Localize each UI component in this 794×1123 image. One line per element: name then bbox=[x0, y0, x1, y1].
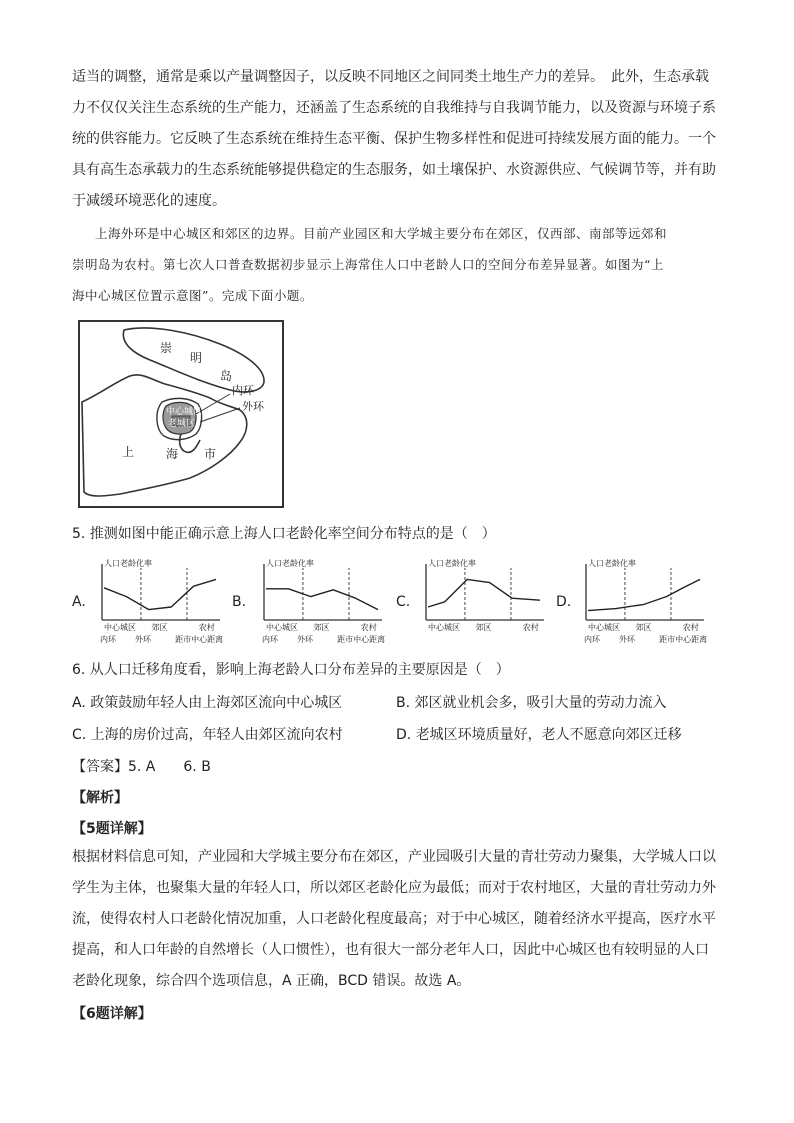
option-a-letter[interactable]: A. bbox=[72, 594, 86, 610]
y-axis-label: 人口老龄化率 bbox=[104, 559, 152, 568]
question-6-choice-d[interactable]: D. 老城区环境质量好，老人不愿意向郊区迁移 bbox=[396, 727, 682, 743]
intro-line: 具有高生态承载力的生态系统能够提供稳定的生态服务，如土壤保护、水资源供应、气候调节等，并有助 bbox=[72, 162, 716, 178]
bottom-axis-label: 内环 bbox=[100, 635, 116, 644]
y-axis-label: 人口老龄化率 bbox=[266, 559, 314, 568]
bottom-axis-label: 外环 bbox=[619, 635, 636, 644]
bottom-axis-label: 内环 bbox=[262, 635, 278, 644]
zone-label: 郊区 bbox=[635, 623, 652, 632]
material-line: 崇明岛为农村。第七次人口普查数据初步显示上海常住人口中老龄人口的空间分布差异显著。如图为“上 bbox=[72, 257, 664, 272]
bottom-axis-label: 距市中心距离 bbox=[659, 635, 708, 644]
intro-line: 统的供容能力。它反映了生态系统在维持生态平衡、保护生物多样性和促进可持续发展方面的能力。一个 bbox=[72, 131, 716, 147]
city-char-1: 上 bbox=[122, 445, 135, 459]
question-5-stem: 5. 推测如图中能正确示意上海人口老龄化率空间分布特点的是（ ） bbox=[72, 526, 496, 542]
zone-label: 农村 bbox=[360, 623, 377, 632]
q5-detail-label: 【5题详解】 bbox=[72, 821, 152, 837]
zone-label: 农村 bbox=[522, 623, 539, 632]
answer-text: 5. A 6. B bbox=[128, 759, 211, 775]
q5-detail-line: 提高，和人口年龄的自然增长（人口惯性），也有很大一部分老年人口，因此中心城区也有较明显的人口 bbox=[72, 942, 709, 958]
option-a-chart[interactable] bbox=[88, 556, 226, 648]
question-6-choice-b[interactable]: B. 郊区就业机会多，吸引大量的劳动力流入 bbox=[396, 695, 667, 711]
aging-rate-curve bbox=[588, 579, 700, 610]
island-char-2: 明 bbox=[190, 351, 203, 365]
answer-label: 【答案】 bbox=[72, 759, 128, 775]
option-b-chart[interactable] bbox=[250, 556, 388, 648]
q5-detail-line: 流，使得农村人口老龄化情况加重，人口老龄化程度最高；对于中心城区，随着经济水平提高，医疗水平 bbox=[72, 911, 716, 927]
zone-label: 中心城区 bbox=[428, 623, 460, 632]
shanghai-map-svg bbox=[80, 322, 282, 506]
zone-label: 中心城区 bbox=[588, 623, 620, 632]
inner-ring-label: 内环 bbox=[232, 384, 254, 397]
central-urban-label: 中心城区 bbox=[166, 407, 203, 417]
material-line: 海中心城区位置示意图”。完成下面小题。 bbox=[72, 288, 313, 303]
option-c-letter[interactable]: C. bbox=[396, 594, 411, 610]
material-line: 上海外环是中心城区和郊区的边界。目前产业园区和大学城主要分布在郊区，仅西部、南部等远郊和 bbox=[95, 226, 668, 241]
island-char-3: 岛 bbox=[220, 369, 233, 383]
zone-label: 郊区 bbox=[151, 623, 168, 632]
city-char-3: 市 bbox=[204, 447, 217, 461]
question-6-choice-c[interactable]: C. 上海的房价过高，年轻人由郊区流向农村 bbox=[72, 727, 343, 743]
aging-rate-curve bbox=[428, 579, 540, 607]
bottom-axis-label: 外环 bbox=[135, 635, 152, 644]
answer-line bbox=[72, 756, 211, 776]
zone-label: 中心城区 bbox=[104, 623, 136, 632]
zone-label: 农村 bbox=[198, 623, 215, 632]
y-axis-label: 人口老龄化率 bbox=[588, 559, 636, 568]
zone-label: 中心城区 bbox=[266, 623, 298, 632]
old-city-label: 老城区 bbox=[168, 419, 196, 429]
option-d-letter[interactable]: D. bbox=[556, 594, 572, 610]
zone-label: 郊区 bbox=[475, 623, 492, 632]
q5-detail-line: 根据材料信息可知，产业园和大学城主要分布在郊区，产业园吸引大量的青壮劳动力聚集，大学城人口以 bbox=[72, 849, 716, 865]
bottom-axis-label: 距市中心距离 bbox=[175, 635, 224, 644]
question-6-choice-a[interactable]: A. 政策鼓励年轻人由上海郊区流向中心城区 bbox=[72, 695, 343, 711]
shanghai-map-figure bbox=[78, 320, 284, 508]
intro-line: 于减缓环境恶化的速度。 bbox=[72, 193, 226, 209]
intro-line: 适当的调整，通常是乘以产量调整因子，以反映不同地区之间同类土地生产力的差异。 此外，生态承载 bbox=[72, 69, 709, 85]
city-char-2: 海 bbox=[166, 447, 179, 461]
bottom-axis-label: 外环 bbox=[297, 635, 314, 644]
option-b-letter[interactable]: B. bbox=[232, 594, 247, 610]
analysis-label: 【解析】 bbox=[72, 790, 128, 806]
q5-detail-line: 学生为主体，也聚集大量的年轻人口，所以郊区老龄化应为最低；而对于农村地区，大量的青壮劳动力外 bbox=[72, 880, 716, 896]
q5-detail-line: 老龄化现象，综合四个选项信息，A 正确，BCD 错误。故选 A。 bbox=[72, 973, 471, 989]
aging-rate-curve bbox=[104, 579, 216, 609]
intro-line: 力不仅仅关注生态系统的生产能力，还涵盖了生态系统的自我维持与自我调节能力，以及资源与环境子系 bbox=[72, 100, 716, 116]
island-char-1: 崇 bbox=[160, 341, 173, 355]
aging-rate-curve bbox=[266, 589, 378, 610]
outer-ring-label: 外环 bbox=[242, 400, 264, 413]
zone-label: 郊区 bbox=[313, 623, 330, 632]
q6-detail-label: 【6题详解】 bbox=[72, 1006, 152, 1022]
bottom-axis-label: 内环 bbox=[584, 635, 600, 644]
zone-label: 农村 bbox=[682, 623, 699, 632]
option-d-chart[interactable] bbox=[572, 556, 710, 648]
bottom-axis-label: 距市中心距离 bbox=[337, 635, 386, 644]
y-axis-label: 人口老龄化率 bbox=[428, 559, 476, 568]
question-6-stem: 6. 从人口迁移角度看，影响上海老龄人口分布差异的主要原因是（ ） bbox=[72, 662, 510, 678]
outer-ring-leader bbox=[200, 408, 240, 422]
option-c-chart[interactable] bbox=[412, 556, 550, 648]
